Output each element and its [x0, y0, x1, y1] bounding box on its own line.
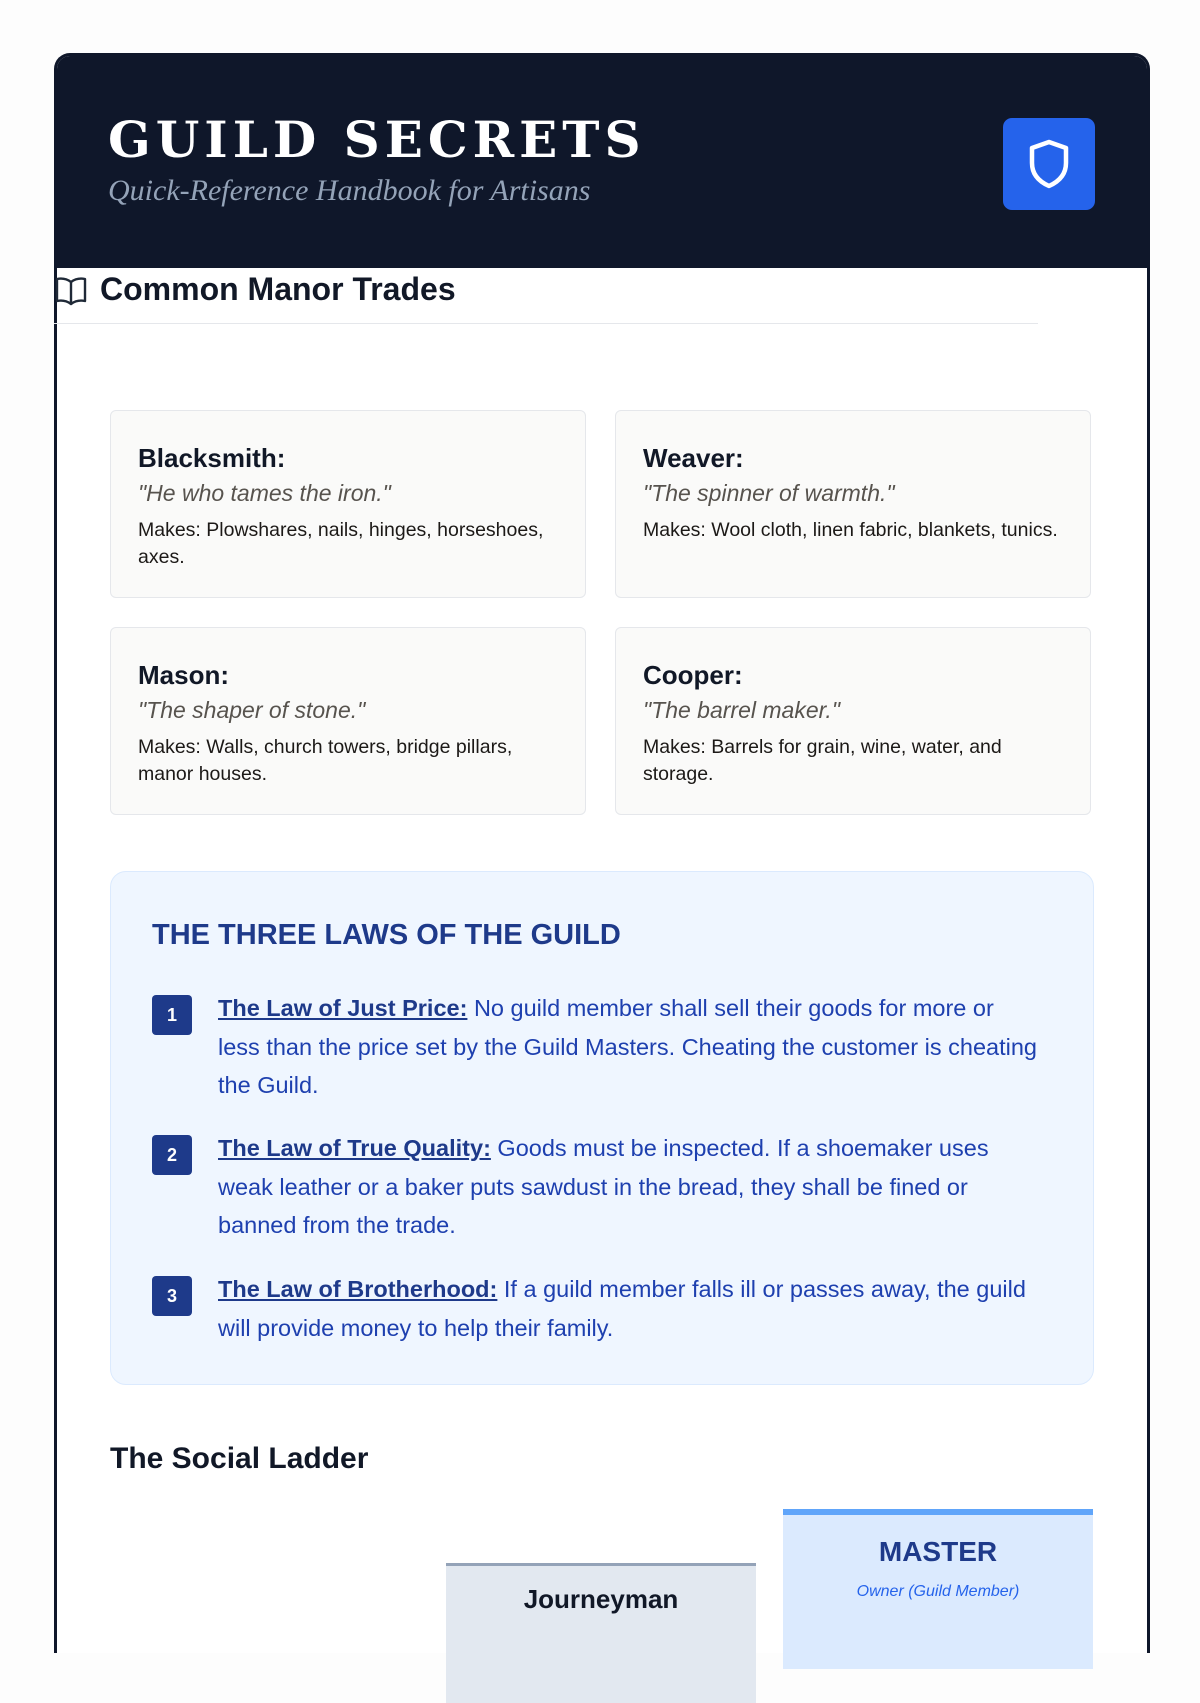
trade-motto: "The spinner of warmth." [643, 480, 895, 506]
header-banner [57, 56, 1147, 268]
shield-icon [1027, 139, 1071, 189]
shield-badge [1003, 118, 1095, 210]
social-ladder-heading: The Social Ladder [110, 1442, 369, 1475]
trade-makes: Makes: Plowshares, nails, hinges, horseshoes, axes. [138, 519, 544, 568]
trade-name: Cooper: [643, 660, 743, 690]
trade-motto: "The barrel maker." [643, 697, 840, 723]
step-name: MASTER [878, 1536, 998, 1567]
step-name: Journeyman [523, 1584, 679, 1614]
ladder-step-master [783, 1509, 1093, 1669]
law-text [218, 989, 1038, 1105]
guild-laws-box [110, 871, 1094, 1385]
law-title: The Law of True Quality: [218, 1135, 491, 1161]
trade-card-cooper [615, 627, 1091, 815]
law-title: The Law of Just Price: [218, 995, 468, 1021]
trades-section-header [54, 265, 1038, 324]
trade-makes: Makes: Wool cloth, linen fabric, blankets, tunics. [643, 519, 1058, 541]
step-description: Owner (Guild Member) [856, 1583, 1020, 1600]
trade-card-weaver [615, 410, 1091, 598]
law-body: If a guild member falls ill or passes away, the guild will provide money to help their family. [218, 1276, 1026, 1341]
law-text [218, 1129, 1038, 1245]
page-title: GUILD SECRETS [108, 110, 646, 169]
book-icon [54, 273, 88, 307]
law-number-badge: 1 [152, 995, 192, 1035]
law-body: Goods must be inspected. If a shoemaker uses weak leather or a baker puts sawdust in the bread, they shall be fined or banned from the trade. [218, 1135, 989, 1238]
trade-name: Weaver: [643, 443, 744, 473]
law-body: No guild member shall sell their goods for more or less than the price set by the Guild Masters. Cheating the customer is cheating the Guild. [218, 995, 1038, 1098]
trade-motto: "The shaper of stone." [138, 697, 366, 723]
trade-makes: Makes: Walls, church towers, bridge pillars, manor houses. [138, 736, 513, 785]
laws-heading: THE THREE LAWS OF THE GUILD [152, 919, 621, 951]
law-number-badge: 3 [152, 1276, 192, 1316]
trades-heading: Common Manor Trades [100, 271, 456, 307]
trade-makes: Makes: Barrels for grain, wine, water, and storage. [643, 736, 1002, 785]
law-text [218, 1270, 1038, 1347]
ladder-step-journeyman [446, 1563, 756, 1703]
page-subtitle: Quick-Reference Handbook for Artisans [108, 174, 591, 207]
trade-card-blacksmith [110, 410, 586, 598]
trade-name: Mason: [138, 660, 229, 690]
law-number-badge: 2 [152, 1135, 192, 1175]
law-title: The Law of Brotherhood: [218, 1276, 498, 1302]
trade-motto: "He who tames the iron." [138, 480, 391, 506]
trade-name: Blacksmith: [138, 443, 286, 473]
trade-card-mason [110, 627, 586, 815]
